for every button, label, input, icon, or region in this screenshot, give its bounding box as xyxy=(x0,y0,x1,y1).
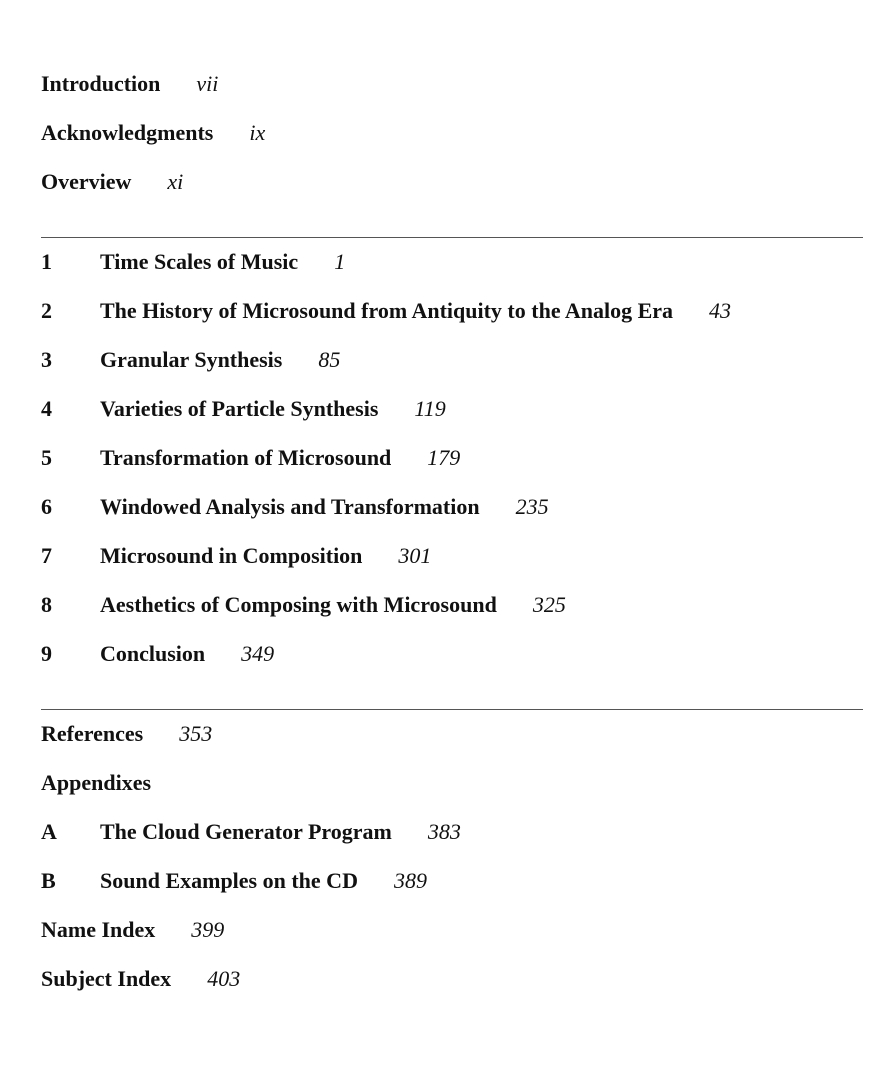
toc-entry-subject-index[interactable] xyxy=(41,963,863,1012)
entry-page-number: 301 xyxy=(398,543,432,568)
chapter-title: Windowed Analysis and Transformation xyxy=(100,494,480,519)
toc-entry-references[interactable] xyxy=(41,718,863,767)
chapter-number: 7 xyxy=(41,543,52,568)
toc-entry-appendix-b[interactable] xyxy=(41,865,863,914)
entry-page-number: 383 xyxy=(427,819,461,844)
toc-entry-acknowledgments[interactable] xyxy=(41,117,863,166)
front-matter-section xyxy=(41,68,863,215)
entry-page-number: 353 xyxy=(179,721,213,746)
entry-page-number: 179 xyxy=(427,445,461,470)
toc-entry-chapter-9[interactable] xyxy=(41,638,863,687)
entry-page-number: 389 xyxy=(393,868,427,893)
toc-entry-name-index[interactable] xyxy=(41,914,863,963)
section-divider xyxy=(41,237,863,238)
chapter-title: Granular Synthesis xyxy=(100,347,283,372)
chapter-title: Time Scales of Music xyxy=(100,249,299,274)
toc-entry-chapter-1[interactable] xyxy=(41,246,863,295)
entry-title: Overview xyxy=(41,169,132,194)
chapter-title: Aesthetics of Composing with Microsound xyxy=(100,592,497,617)
toc-entry-introduction[interactable] xyxy=(41,68,863,117)
entry-title: References xyxy=(41,721,144,746)
toc-heading-appendixes xyxy=(41,767,863,816)
appendixes-heading: Appendixes xyxy=(41,770,152,795)
section-divider xyxy=(41,709,863,710)
toc-entry-chapter-2[interactable] xyxy=(41,295,863,344)
toc-entry-chapter-8[interactable] xyxy=(41,589,863,638)
appendix-letter: A xyxy=(41,819,57,844)
entry-title: Acknowledgments xyxy=(41,120,214,145)
entry-page-number: 325 xyxy=(532,592,566,617)
chapter-title: Varieties of Particle Synthesis xyxy=(100,396,379,421)
chapter-number: 5 xyxy=(41,445,52,470)
entry-page-number: 399 xyxy=(191,917,225,942)
entry-page-number: 403 xyxy=(207,966,241,991)
appendix-title: The Cloud Generator Program xyxy=(100,819,392,844)
appendix-title: Sound Examples on the CD xyxy=(100,868,358,893)
entry-page-number: 235 xyxy=(515,494,549,519)
chapter-title: Transformation of Microsound xyxy=(100,445,392,470)
toc-entry-overview[interactable] xyxy=(41,166,863,215)
entry-title: Introduction xyxy=(41,71,161,96)
chapter-number: 6 xyxy=(41,494,52,519)
entry-page-number: 1 xyxy=(334,249,346,274)
entry-page-number: xi xyxy=(167,169,184,194)
entry-page-number: 119 xyxy=(414,396,446,421)
entry-page-number: vii xyxy=(196,71,219,96)
chapter-number: 3 xyxy=(41,347,52,372)
toc-entry-chapter-5[interactable] xyxy=(41,442,863,491)
toc-entry-chapter-7[interactable] xyxy=(41,540,863,589)
toc-entry-appendix-a[interactable] xyxy=(41,816,863,865)
toc-entry-chapter-3[interactable] xyxy=(41,344,863,393)
chapter-title: The History of Microsound from Antiquity to the Analog Era xyxy=(100,298,674,323)
chapter-number: 1 xyxy=(41,249,52,274)
entry-title: Name Index xyxy=(41,917,156,942)
toc-entry-chapter-4[interactable] xyxy=(41,393,863,442)
chapter-number: 8 xyxy=(41,592,52,617)
appendix-letter: B xyxy=(41,868,56,893)
chapter-title: Conclusion xyxy=(100,641,206,666)
chapter-number: 4 xyxy=(41,396,52,421)
back-matter-section xyxy=(41,718,863,1012)
entry-title: Subject Index xyxy=(41,966,172,991)
chapters-section xyxy=(41,246,863,687)
chapter-number: 2 xyxy=(41,298,52,323)
entry-page-number: 43 xyxy=(709,298,732,323)
entry-page-number: 85 xyxy=(318,347,341,372)
entry-page-number: 349 xyxy=(241,641,275,666)
chapter-number: 9 xyxy=(41,641,52,666)
toc-entry-chapter-6[interactable] xyxy=(41,491,863,540)
chapter-title: Microsound in Composition xyxy=(100,543,363,568)
entry-page-number: ix xyxy=(249,120,266,145)
